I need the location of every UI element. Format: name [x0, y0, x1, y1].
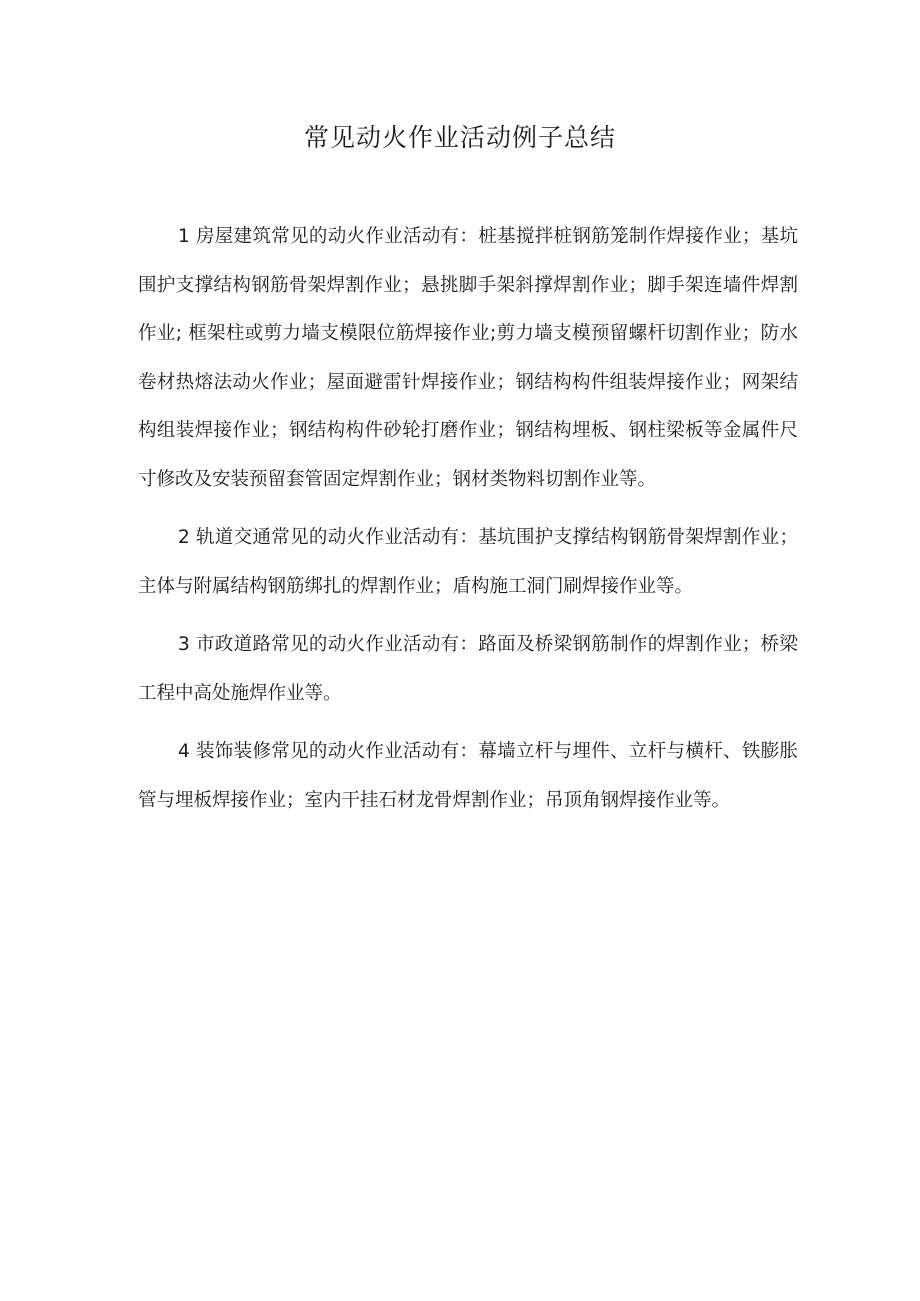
paragraph-decoration — [138, 728, 798, 825]
paragraph-text: 装饰装修常见的动火作业活动有：幕墙立杆与埋件、立杆与横杆、铁膨胀管与埋板焊接作业；室内干挂石材龙骨焊割作业；吊顶角钢焊接作业等。 — [138, 741, 798, 811]
paragraph-number: 2 — [178, 527, 190, 548]
document-title: 常见动火作业活动例子总结 — [303, 123, 616, 152]
paragraph-text: 房屋建筑常见的动火作业活动有：桩基搅拌桩钢筋笼制作焊接作业；基坑围护支撑结构钢筋骨架焊割作业；悬挑脚手架斜撑焊割作业；脚手架连墙件焊割作业; 框架柱或剪力墙支模限位筋焊接作业;剪力墙支模预留螺杆切割作业；防水卷材热熔法动火作业；屋面避雷针焊接作业；钢结构构件组装焊接作业；网架结构组装焊接作业；钢结构构件砂轮打磨作业；钢结构埋板、钢柱梁板等金属件尺寸修改及安装预留套管固定焊割作业；钢材类物料切割作业等。 — [138, 226, 798, 490]
paragraph-number: 3 — [178, 634, 190, 655]
paragraph-building — [138, 213, 798, 504]
paragraph-number: 4 — [178, 741, 190, 762]
paragraph-text: 市政道路常见的动火作业活动有：路面及桥梁钢筋制作的焊割作业；桥梁工程中高处施焊作业等。 — [138, 634, 798, 704]
paragraph-number: 1 — [178, 226, 190, 247]
paragraph-text: 轨道交通常见的动火作业活动有：基坑围护支撑结构钢筋骨架焊割作业；主体与附属结构钢筋绑扎的焊割作业；盾构施工洞门刷焊接作业等。 — [138, 527, 798, 597]
document-body — [138, 213, 798, 835]
paragraph-rail-transit — [138, 514, 798, 611]
paragraph-municipal-road — [138, 621, 798, 718]
